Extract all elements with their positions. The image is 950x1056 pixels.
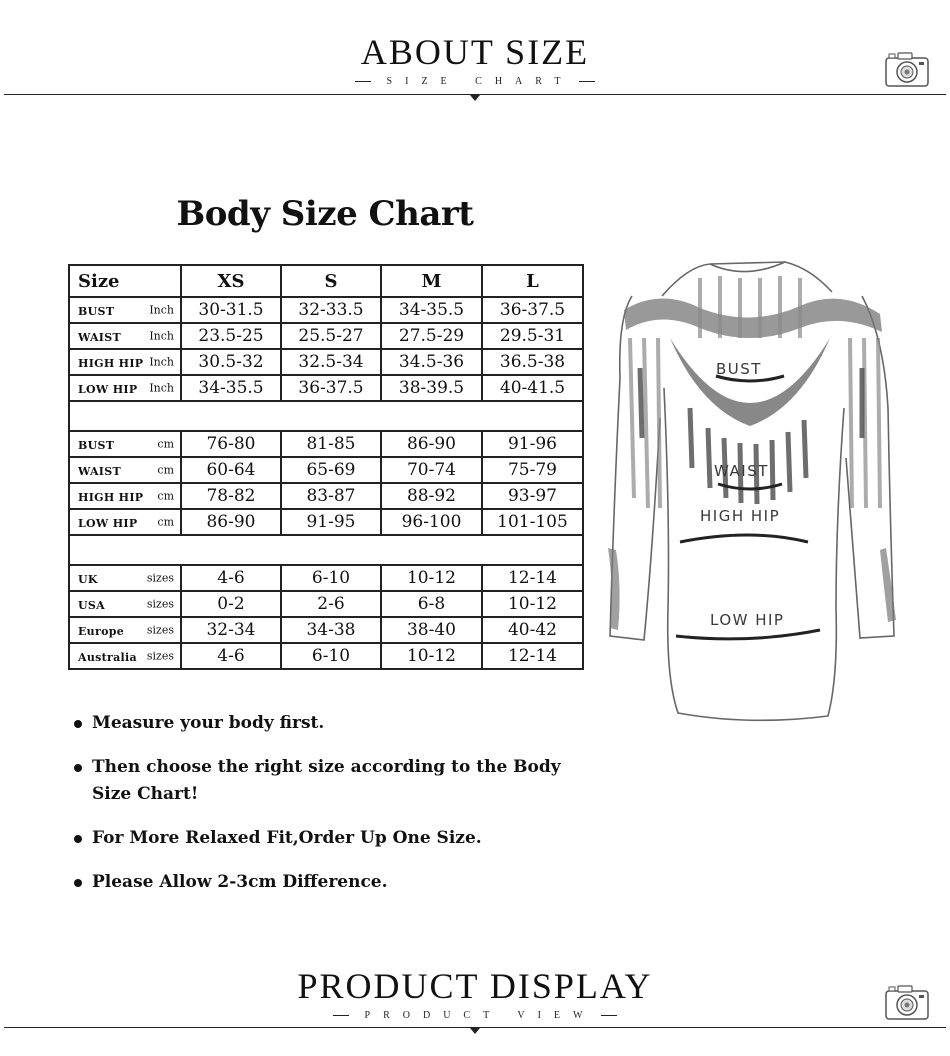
row-name: Australia — [78, 651, 137, 664]
camera-icon — [884, 983, 930, 1021]
row-label — [69, 349, 181, 375]
table-cell: 23.5-25 — [181, 323, 281, 349]
row-unit: sizes — [146, 649, 174, 663]
table-cell: 91-96 — [482, 431, 583, 457]
row-label — [69, 375, 181, 401]
table-cell: 86-90 — [181, 509, 281, 535]
list-item: For More Relaxed Fit,Order Up One Size. — [72, 825, 592, 852]
about-size-notch — [470, 95, 480, 101]
table-spacer-row — [69, 535, 583, 565]
row-label — [69, 297, 181, 323]
table-cell: 86-90 — [381, 431, 482, 457]
row-unit: cm — [157, 437, 174, 451]
row-name: LOW HIP — [78, 383, 138, 396]
table-cell: 38-39.5 — [381, 375, 482, 401]
table-cell: 96-100 — [381, 509, 482, 535]
table-cell: 70-74 — [381, 457, 482, 483]
row-label — [69, 483, 181, 509]
row-unit: Inch — [149, 329, 174, 343]
row-unit: Inch — [149, 381, 174, 395]
table-cell: 38-40 — [381, 617, 482, 643]
about-size-title: ABOUT SIZE — [360, 32, 590, 72]
table-cell: 27.5-29 — [381, 323, 482, 349]
table-row — [69, 297, 583, 323]
table-cell: 30-31.5 — [181, 297, 281, 323]
list-item: Then choose the right size according to the Body Size Chart! — [72, 754, 592, 808]
product-display-title: PRODUCT DISPLAY — [297, 966, 653, 1006]
table-row — [69, 349, 583, 375]
table-row — [69, 591, 583, 617]
table-cell: 40-41.5 — [482, 375, 583, 401]
table-cell: 76-80 — [181, 431, 281, 457]
row-name: HIGH HIP — [78, 491, 144, 504]
row-name: BUST — [78, 439, 115, 452]
row-name: UK — [78, 573, 98, 586]
table-cell: 4-6 — [181, 643, 281, 669]
table-row — [69, 617, 583, 643]
row-unit: cm — [157, 463, 174, 477]
row-unit: sizes — [146, 571, 174, 585]
row-label — [69, 565, 181, 591]
waist-label: WAIST — [714, 462, 769, 480]
table-cell: 91-95 — [281, 509, 381, 535]
table-spacer-row — [69, 401, 583, 431]
table-cell: 34-35.5 — [381, 297, 482, 323]
row-label — [69, 643, 181, 669]
column-header: M — [381, 265, 482, 297]
table-row — [69, 431, 583, 457]
row-name: WAIST — [78, 331, 121, 344]
row-name: LOW HIP — [78, 517, 138, 530]
table-cell: 6-10 — [281, 565, 381, 591]
table-cell: 88-92 — [381, 483, 482, 509]
table-row — [69, 643, 583, 669]
table-cell: 6-10 — [281, 643, 381, 669]
column-header: Size — [69, 265, 181, 297]
row-unit: sizes — [146, 597, 174, 611]
table-row — [69, 457, 583, 483]
subtitle-dash-left — [355, 81, 371, 82]
row-label — [69, 323, 181, 349]
table-cell: 34-35.5 — [181, 375, 281, 401]
table-cell: 36-37.5 — [281, 375, 381, 401]
table-cell: 6-8 — [381, 591, 482, 617]
table-cell: 32.5-34 — [281, 349, 381, 375]
row-name: USA — [78, 599, 105, 612]
spacer-cell — [69, 535, 583, 565]
table-cell: 101-105 — [482, 509, 583, 535]
dress-illustration — [600, 258, 900, 728]
table-row — [69, 565, 583, 591]
table-cell: 36-37.5 — [482, 297, 583, 323]
subtitle-dash-right — [601, 1015, 617, 1016]
column-header: XS — [181, 265, 281, 297]
table-cell: 40-42 — [482, 617, 583, 643]
bust-label: BUST — [716, 360, 762, 378]
row-unit: cm — [157, 515, 174, 529]
table-cell: 0-2 — [181, 591, 281, 617]
row-name: BUST — [78, 305, 115, 318]
table-row — [69, 323, 583, 349]
table-cell: 32-33.5 — [281, 297, 381, 323]
table-cell: 12-14 — [482, 643, 583, 669]
table-cell: 81-85 — [281, 431, 381, 457]
table-cell: 78-82 — [181, 483, 281, 509]
table-cell: 29.5-31 — [482, 323, 583, 349]
chart-title: Body Size Chart — [176, 194, 474, 234]
table-cell: 93-97 — [482, 483, 583, 509]
subtitle-dash-right — [579, 81, 595, 82]
table-cell: 4-6 — [181, 565, 281, 591]
table-cell: 30.5-32 — [181, 349, 281, 375]
column-header: S — [281, 265, 381, 297]
table-cell: 25.5-27 — [281, 323, 381, 349]
measure-notes — [72, 710, 592, 913]
low-hip-label: LOW HIP — [710, 611, 785, 629]
table-cell: 32-34 — [181, 617, 281, 643]
high-hip-label: HIGH HIP — [700, 507, 781, 525]
row-unit: Inch — [149, 303, 174, 317]
subtitle-dash-left — [333, 1015, 349, 1016]
table-row — [69, 483, 583, 509]
table-cell: 10-12 — [482, 591, 583, 617]
product-display-subtitle: PRODUCT VIEW — [364, 1010, 596, 1021]
table-row — [69, 509, 583, 535]
row-label — [69, 457, 181, 483]
table-row — [69, 375, 583, 401]
row-unit: sizes — [146, 623, 174, 637]
row-name: Europe — [78, 625, 125, 638]
table-cell: 2-6 — [281, 591, 381, 617]
about-size-subtitle: SIZE CHART — [386, 76, 574, 87]
list-item: Please Allow 2-3cm Difference. — [72, 869, 592, 896]
spacer-cell — [69, 401, 583, 431]
product-display-notch — [470, 1028, 480, 1034]
table-cell: 34-38 — [281, 617, 381, 643]
row-label — [69, 617, 181, 643]
dress-sketch — [600, 258, 900, 728]
table-cell: 34.5-36 — [381, 349, 482, 375]
table-cell: 65-69 — [281, 457, 381, 483]
table-cell: 10-12 — [381, 643, 482, 669]
camera-icon — [884, 50, 930, 88]
table-cell: 36.5-38 — [482, 349, 583, 375]
row-label — [69, 431, 181, 457]
table-cell: 12-14 — [482, 565, 583, 591]
table-cell: 10-12 — [381, 565, 482, 591]
row-name: HIGH HIP — [78, 357, 144, 370]
product-display-header — [0, 968, 950, 1021]
table-cell: 60-64 — [181, 457, 281, 483]
row-name: WAIST — [78, 465, 121, 478]
table-header-row — [69, 265, 583, 297]
row-label — [69, 591, 181, 617]
about-size-header — [0, 34, 950, 87]
about-size-subtitle-row — [0, 76, 950, 87]
list-item: Measure your body first. — [72, 710, 592, 737]
table-cell: 75-79 — [482, 457, 583, 483]
product-display-subtitle-row — [0, 1010, 950, 1021]
row-unit: Inch — [149, 355, 174, 369]
column-header: L — [482, 265, 583, 297]
table-cell: 83-87 — [281, 483, 381, 509]
row-label — [69, 509, 181, 535]
row-unit: cm — [157, 489, 174, 503]
size-table — [68, 264, 584, 670]
